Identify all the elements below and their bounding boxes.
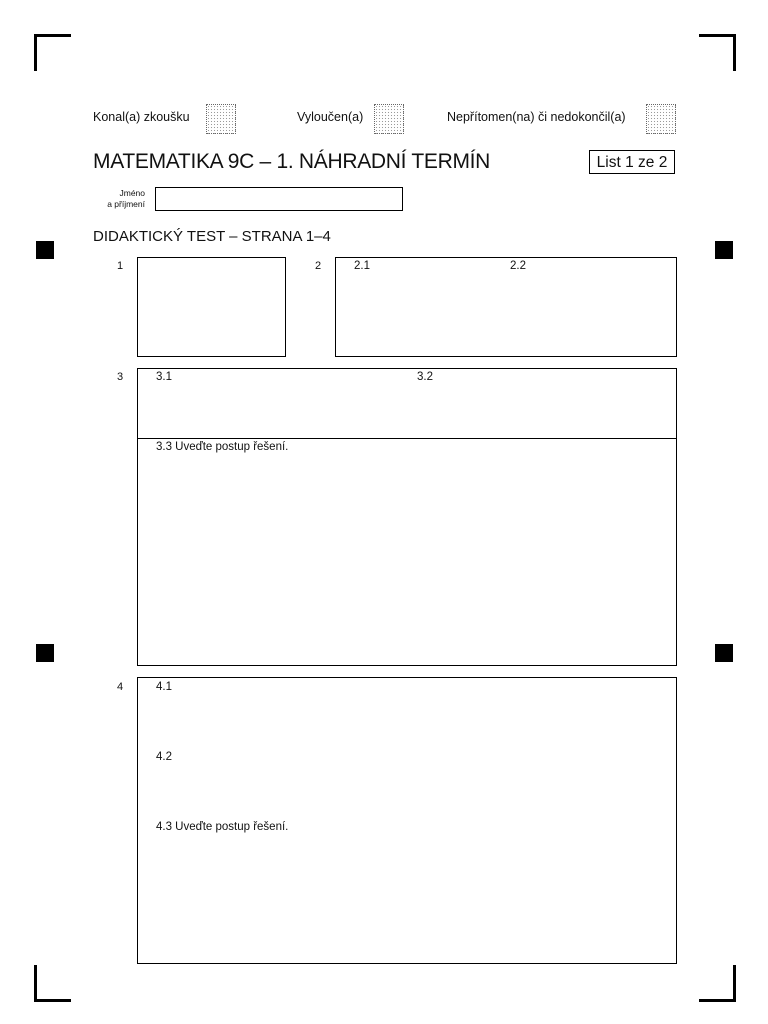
alignment-mark-left-bottom xyxy=(36,644,54,662)
status-took-exam-label: Konal(a) zkoušku xyxy=(93,110,190,124)
status-excluded-checkbox[interactable] xyxy=(374,104,404,134)
name-label-line2: a příjmení xyxy=(107,199,145,209)
section-heading: DIDAKTICKÝ TEST – STRANA 1–4 xyxy=(93,228,331,245)
question-1-number: 1 xyxy=(117,260,124,272)
status-took-exam-checkbox[interactable] xyxy=(206,104,236,134)
subquestion-4-2-label: 4.2 xyxy=(156,751,172,763)
corner-mark-top-left xyxy=(34,34,71,71)
subquestion-2-2-label: 2.2 xyxy=(510,260,526,272)
status-excluded-label: Vyloučen(a) xyxy=(297,110,364,124)
question-3-number: 3 xyxy=(117,371,124,383)
page-title: MATEMATIKA 9C – 1. NÁHRADNÍ TERMÍN xyxy=(93,150,491,173)
subquestion-3-2-label: 3.2 xyxy=(417,371,433,383)
alignment-mark-left-top xyxy=(36,241,54,259)
question-4-number: 4 xyxy=(117,681,124,693)
status-absent-checkbox[interactable] xyxy=(646,104,676,134)
sheet-number-box: List 1 ze 2 xyxy=(589,150,675,174)
corner-mark-bottom-left xyxy=(34,965,71,1002)
name-label xyxy=(90,188,145,210)
subquestion-3-1-label: 3.1 xyxy=(156,371,172,383)
status-absent-label: Nepřítomen(na) či nedokončil(a) xyxy=(447,110,626,124)
subquestion-3-3-label: 3.3 Uveďte postup řešení. xyxy=(156,441,289,453)
answer-box-3-3[interactable] xyxy=(137,438,677,666)
alignment-mark-right-bottom xyxy=(715,644,733,662)
answer-box-1[interactable] xyxy=(137,257,286,357)
alignment-mark-right-top xyxy=(715,241,733,259)
corner-mark-top-right xyxy=(699,34,736,71)
corner-mark-bottom-right xyxy=(699,965,736,1002)
subquestion-2-1-label: 2.1 xyxy=(354,260,370,272)
subquestion-4-3-label: 4.3 Uveďte postup řešení. xyxy=(156,821,289,833)
answer-box-2[interactable] xyxy=(335,257,677,357)
name-field[interactable] xyxy=(155,187,403,211)
name-label-line1: Jméno xyxy=(119,188,145,198)
answer-box-3-1-3-2[interactable] xyxy=(137,368,677,439)
question-2-number: 2 xyxy=(315,260,322,272)
subquestion-4-1-label: 4.1 xyxy=(156,681,172,693)
